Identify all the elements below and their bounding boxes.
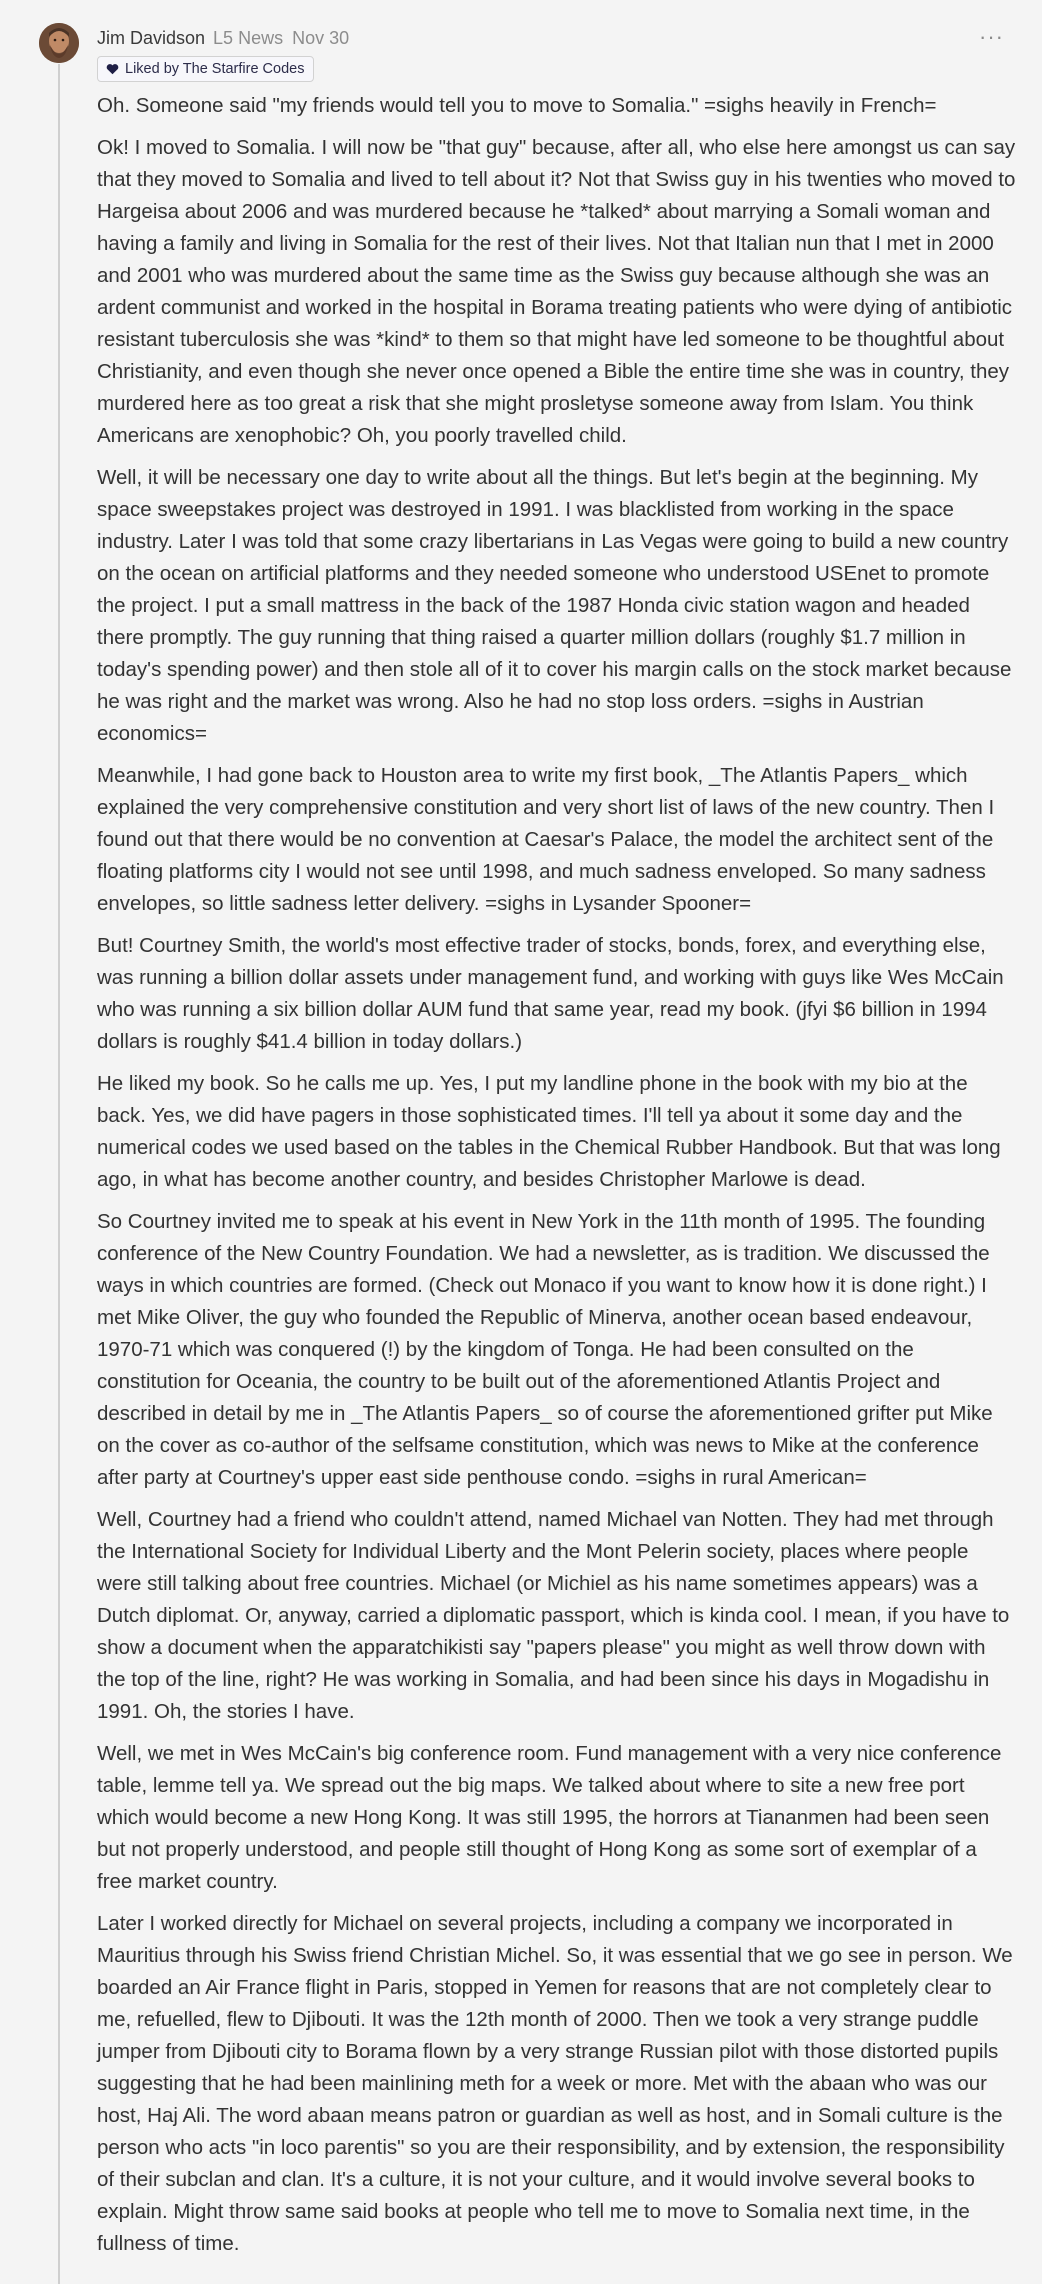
post-paragraph: Ok! I moved to Somalia. I will now be "that guy" because, after all, who else here amongst us can say that they moved to Somalia and lived to tell about it? Not that Swiss guy in his twenties who moved to Hargeisa about 2006 and was murdered because he *talked* about marrying a Somali woman and having a family and living in Somalia for the rest of their lives. Not that Italian nun that I met in 2000 and 2001 who was murdered about the same time as the Swiss guy because although she was an ardent communist and worked in the hospital in Borama treating patients who were dying of antibiotic resistant tuberculosis she was *kind* to them so that might have led someone to be thoughtful about Christianity, and even though she never once opened a Bible the entire time she was in country, they murdered here as too great a risk that she might prosletyse someone away from Islam. You think Americans are xenophobic? Oh, you poorly travelled child. [97, 136, 1016, 447]
post-body [97, 90, 1017, 2270]
post-paragraph: Well, Courtney had a friend who couldn't attend, named Michael van Notten. They had met through the International Society for Individual Liberty and the Mont Pelerin society, places where people were still talking about free countries. Michael (or Michiel as his name sometimes appears) was a Dutch diplomat. Or, anyway, carried a diplomatic passport, which is kinda cool. I mean, if you have to show a document when the apparatchikisti say "papers please" you might as well throw down with the top of the line, right? He was working in Somalia, and had been since his days in Mogadishu in 1991. Oh, the stories I have. [97, 1508, 1010, 1723]
liked-by-label: Liked by The Starfire Codes [125, 61, 305, 77]
publication-name[interactable]: L5 News [213, 27, 284, 48]
post-paragraph: Well, it will be necessary one day to write about all the things. But let's begin at the beginning. My space sweepstakes project was destroyed in 1991. I was blacklisted from working in the space industry. Later I was told that some crazy libertarians in Las Vegas were going to build a new country on the ocean on artificial platforms and they needed someone who understood USEnet to promote the project. I put a small mattress in the back of the 1987 Honda civic station wagon and headed there promptly. The guy running that thing raised a quarter million dollars (roughly $1.7 million in today's spending power) and then stole all of it to cover his margin calls on the stock market because he was right and the market was wrong. Also he had no stop loss orders. =sighs in Austrian economics= [97, 466, 1012, 745]
post-header [97, 26, 1018, 50]
post-paragraph: He liked my book. So he calls me up. Yes, I put my landline phone in the book with my bio at the back. Yes, we did have pagers in those sophisticated times. I'll tell ya about it some day and the numerical codes we used based on the tables in the Chemical Rubber Handbook. But that was long ago, in what has become another country, and besides Christopher Marlowe is dead. [97, 1072, 1001, 1191]
author-name[interactable]: Jim Davidson [97, 27, 206, 48]
avatar-image [39, 23, 79, 63]
post-paragraph: Well, we met in Wes McCain's big conference room. Fund management with a very nice conference table, lemme tell ya. We spread out the big maps. We talked about where to site a new free port which would become a new Hong Kong. It was still 1995, the horrors at Tiananmen had been seen but not properly understood, and people still thought of Hong Kong as some sort of exemplar of a free market country. [97, 1742, 1002, 1893]
thread-line [58, 64, 60, 2284]
avatar[interactable] [39, 23, 79, 63]
post-date: Nov 30 [292, 27, 350, 48]
post-paragraph: But! Courtney Smith, the world's most effective trader of stocks, bonds, forex, and everything else, was running a billion dollar assets under management fund, and working with guys like Wes McCain who was running a six billion dollar AUM fund that same year, read my book. (jfyi $6 billion in 1994 dollars is roughly $41.4 billion in today dollars.) [97, 934, 1004, 1053]
post-paragraph: So Courtney invited me to speak at his event in New York in the 11th month of 1995. The founding conference of the New Country Foundation. We had a newsletter, as is tradition. We discussed the ways in which countries are formed. (Check out Monaco if you want to know how it is done right.) I met Mike Oliver, the guy who founded the Republic of Minerva, another ocean based endeavour, 1970-71 which was conquered (!) by the kingdom of Tonga. He had been consulted on the constitution for Oceania, the country to be built out of the aforementioned Atlantis Project and described in detail by me in _The Atlantis Papers_ so of course the aforementioned grifter put Mike on the cover as co-author of the selfsame constitution, which was news to Mike at the conference after party at Courtney's upper east side penthouse condo. =sighs in rural American= [97, 1210, 993, 1489]
post-paragraph: Later I worked directly for Michael on several projects, including a company we incorporated in Mauritius through his Swiss friend Christian Michel. So, it was essential that we go see in person. We boarded an Air France flight in Paris, stopped in Yemen for reasons that are not completely clear to me, refuelled, flew to Djibouti. It was the 12th month of 2000. Then we took a very strange puddle jumper from Djibouti city to Borama flown by a very strange Russian pilot with those distorted pupils suggesting that he had been mainlining meth for a week or more. Met with the abaan who was our host, Haj Ali. The word abaan means patron or guardian as well as host, and in Somali culture is the person who acts "in loco parentis" so you are their responsibility, and by extension, the responsibility of their subclan and clan. It's a culture, it is not your culture, and it would involve several books to explain. Might throw same said books at people who tell me to move to Somalia next time, in the fullness of time. [97, 1912, 1013, 2255]
post-paragraph: Oh. Someone said "my friends would tell you to move to Somalia." =sighs heavily in French= [97, 94, 937, 117]
heart-icon [106, 63, 119, 75]
post-paragraph: Meanwhile, I had gone back to Houston area to write my first book, _The Atlantis Papers_ which explained the very comprehensive constitution and very short list of laws of the new country. Then I found out that there would be no convention at Caesar's Palace, the model the architect sent of the floating platforms city I would not see until 1998, and much sadness enveloped. So many sadness envelopes, so little sadness letter delivery. =sighs in Lysander Spooner= [97, 764, 995, 915]
liked-by-badge[interactable] [97, 56, 314, 82]
more-options-icon[interactable]: ··· [979, 24, 1004, 49]
